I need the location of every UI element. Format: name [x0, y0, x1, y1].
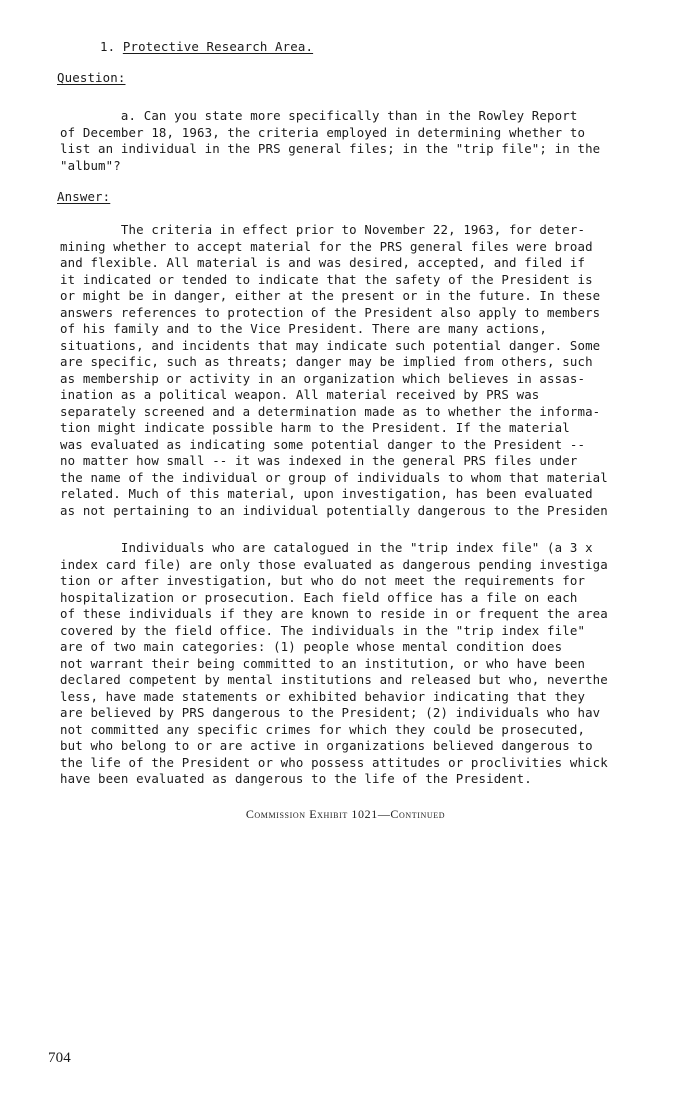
paragraph-line: ination as a political weapon. All material received by PRS was: [60, 387, 540, 402]
question-line: "album"?: [60, 157, 121, 173]
paragraph-line: are specific, such as threats; danger may be implied from others, such: [60, 354, 593, 369]
paragraph-line: separately screened and a determination made as to whether the informa-: [60, 403, 601, 419]
paragraph-line: less, have made statements or exhibited behavior indicating that they: [60, 688, 586, 704]
answer-label: Answer:: [57, 189, 111, 204]
question-line: of December 18, 1963, the criteria employed in determining whether to: [60, 124, 586, 140]
paragraph-line: declared competent by mental institutions and released but who, neverthe: [60, 672, 608, 687]
paragraph-line: answers references to protection of the President also apply to members: [60, 304, 601, 320]
paragraph-line: or might be in danger, either at the present or in the future. In these: [60, 288, 601, 303]
question-text: [60, 108, 600, 174]
paragraph-line: are believed by PRS dangerous to the President; (2) individuals who hav: [60, 705, 601, 720]
paragraph-line: The criteria in effect prior to November 22, 1963, for deter-: [60, 222, 586, 237]
question-label: Question:: [57, 70, 126, 85]
exhibit-caption: Commission Exhibit 1021—Continued: [245, 807, 446, 821]
paragraph-line: the life of the President or who possess attitudes or proclivities whick: [60, 754, 608, 770]
page-number: 704: [48, 1050, 71, 1066]
answer-paragraph-1: [60, 222, 608, 519]
paragraph-line: no matter how small -- it was indexed in the general PRS files under: [60, 453, 578, 468]
paragraph-line: tion or after investigation, but who do not meet the requirements for: [60, 573, 586, 588]
section-heading-title: Protective Research Area.: [122, 39, 314, 54]
paragraph-line: not committed any specific crimes for which they could be prosecuted,: [60, 721, 586, 737]
question-line: list an individual in the PRS general files; in the "trip file"; in the: [60, 141, 601, 156]
paragraph-line: of his family and to the Vice President. There are many actions,: [60, 321, 548, 336]
paragraph-line: are of two main categories: (1) people whose mental condition does: [60, 639, 563, 654]
paragraph-line: but who belong to or are active in organizations believed dangerous to: [60, 738, 593, 753]
paragraph-line: tion might indicate possible harm to the President. If the material: [60, 420, 570, 435]
section-heading: 1. Protective Research Area.: [100, 39, 314, 54]
question-line: a. Can you state more specifically than in the Rowley Report: [60, 108, 578, 123]
paragraph-line: was evaluated as indicating some potential danger to the President --: [60, 436, 586, 452]
paragraph-line: have been evaluated as dangerous to the life of the President.: [60, 771, 532, 786]
paragraph-line: and flexible. All material is and was desired, accepted, and filed if: [60, 255, 586, 270]
paragraph-line: mining whether to accept material for the PRS general files were broad: [60, 238, 593, 254]
paragraph-line: of these individuals if they are known to reside in or frequent the area: [60, 606, 608, 621]
paragraph-line: as membership or activity in an organization which believes in assas-: [60, 370, 586, 386]
paragraph-line: as not pertaining to an individual potentially dangerous to the Presiden: [60, 502, 608, 518]
paragraph-line: not warrant their being committed to an institution, or who have been: [60, 655, 586, 671]
paragraph-line: it indicated or tended to indicate that the safety of the President is: [60, 271, 593, 287]
paragraph-line: the name of the individual or group of individuals to whom that material: [60, 469, 608, 485]
paragraph-line: Individuals who are catalogued in the "trip index file" (a 3 x: [60, 540, 593, 555]
paragraph-line: situations, and incidents that may indicate such potential danger. Some: [60, 337, 601, 353]
paragraph-line: covered by the field office. The individuals in the "trip index file": [60, 622, 586, 638]
answer-paragraph-2: [60, 540, 608, 788]
paragraph-line: related. Much of this material, upon investigation, has been evaluated: [60, 486, 593, 501]
paragraph-line: hospitalization or prosecution. Each field office has a file on each: [60, 589, 578, 605]
paragraph-line: index card file) are only those evaluated as dangerous pending investiga: [60, 556, 608, 572]
